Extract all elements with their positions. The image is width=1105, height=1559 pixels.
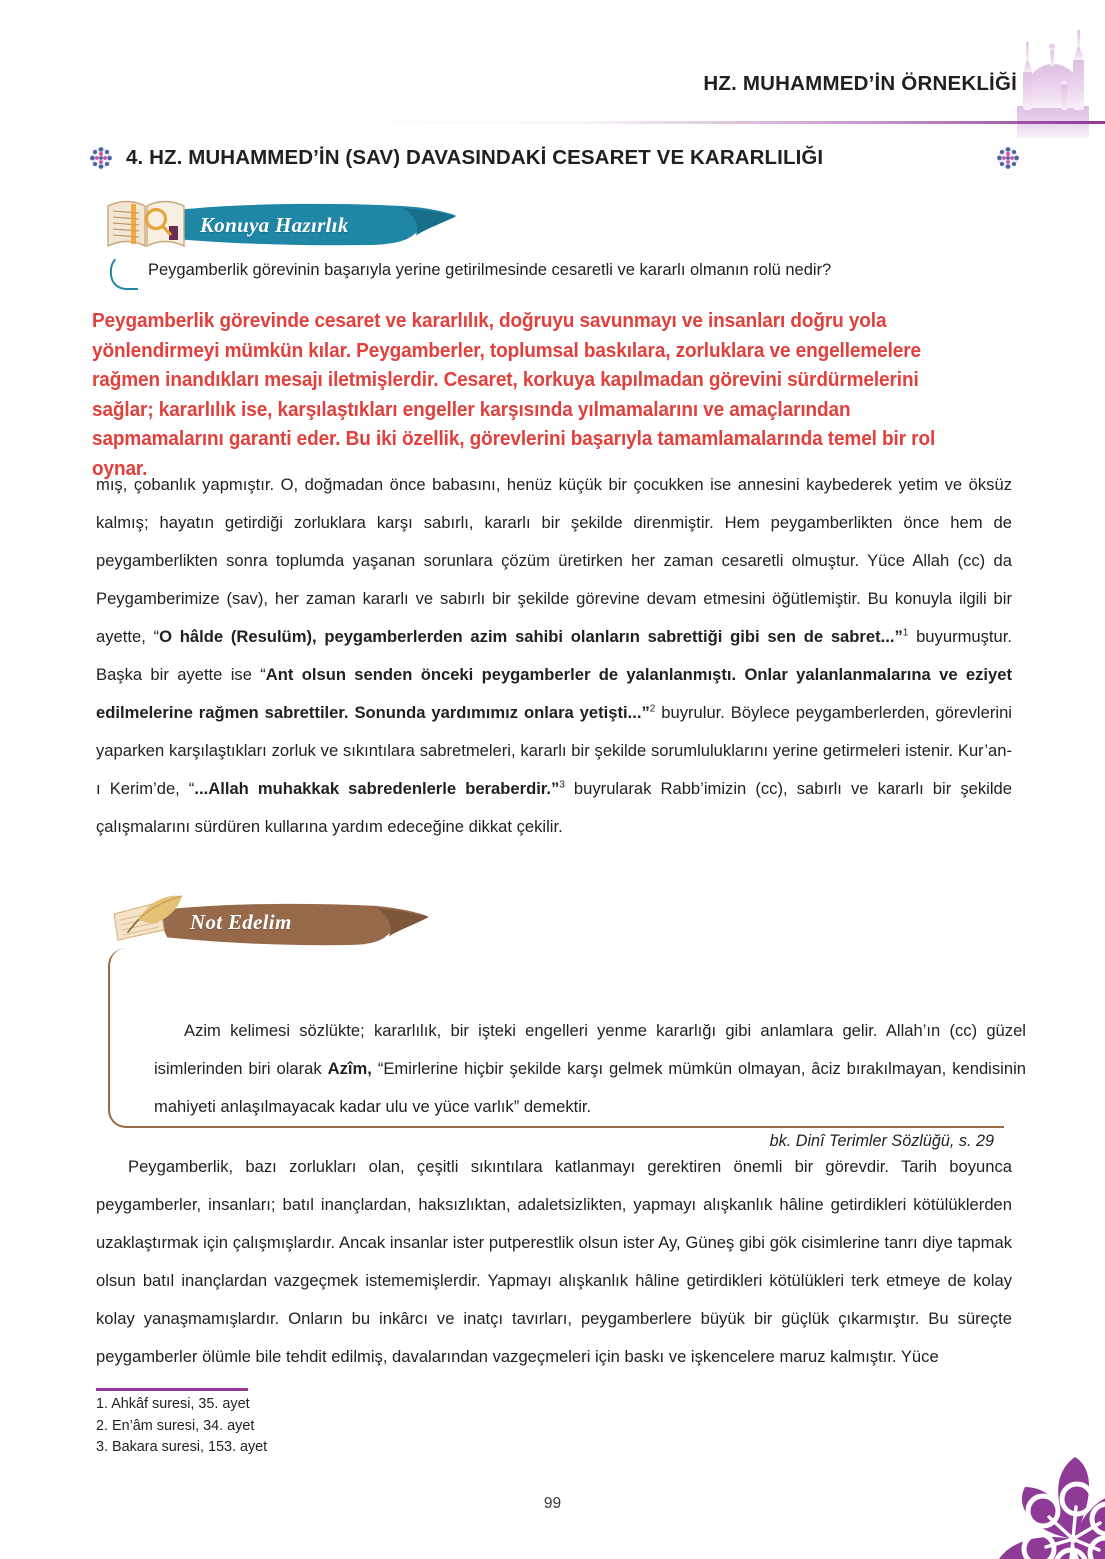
footnote-ref-2: 2 — [649, 703, 656, 715]
preparation-banner-label: Konuya Hazırlık — [200, 213, 349, 237]
body-run: mış, çobanlık yapmıştır. O, doğmadan önce babasını, henüz küçük bir çocukken ise annesini kaybederek yetim ve öksüz kalmış; hayatın getirdiği zorluklara karşı sabırlı, kararlı bir şekilde direnmiştir. Hem peygamberlikten önce hem de peygamberlikten sonra toplumda yaşanan sorunlara çözüm üretirken her zaman cesaretli olmuştur. Yüce Allah (cc) da Peygamberimize (sav), her zaman kararlı ve sabırlı bir şekilde görevine devam etmesini öğütlemiştir. Bu konuyla ilgili bir ayette, “ — [96, 475, 1012, 646]
student-answer-text: Peygamberlik görevinde cesaret ve kararlılık, doğruyu savunmayı ve insanları doğru yola yönlendirmeyi mümkün kılar. Peygamberler, toplumsal baskılara, zorluklara ve engellemelere rağmen inandıkları mesajı iletmişlerdir. Cesaret, korkuya kapılmadan görevini sürdürmelerini sağlar; kararlılık ise, karşılaştıkları engeller karşısında yılmamalarını ve amaçlarından sapmamalarını garanti eder. Bu iki özellik, görevlerini başarıyla tamamlamalarında temel bir rol oynar. — [92, 310, 936, 480]
quran-quote-3: ...Allah muhakkak sabredenlerle beraberdir. — [194, 779, 551, 798]
footnote-item: 1. Ahkâf suresi, 35. ayet — [96, 1396, 250, 1412]
footnote-ref-1: 1 — [902, 627, 909, 639]
note-block — [104, 896, 1026, 1150]
quote-close-1: ” — [894, 627, 903, 646]
note-source-citation: bk. Dinî Terimler Sözlüğü, s. 29 — [769, 1132, 994, 1150]
quran-quote-1: O hâlde (Resulüm), peygamberlerden azim sahibi olanların sabrettiği gibi sen de sabret... — [159, 627, 895, 646]
section-title: 4. HZ. MUHAMMED’İN (SAV) DAVASINDAKİ CESARET VE KARARLILIĞI — [126, 146, 824, 169]
page-number: 99 — [543, 1495, 562, 1512]
note-banner-label: Not Edelim — [190, 910, 292, 934]
footnote-ref-3: 3 — [559, 779, 565, 791]
footnote-list — [96, 1394, 267, 1459]
section-heading — [90, 141, 1019, 175]
preparation-question: Peygamberlik görevinin başarıyla yerine getirilmesinde cesaretli ve kararlı olmanın rolü nedir? — [148, 261, 832, 279]
preparation-banner — [104, 196, 1004, 254]
preparation-block — [104, 196, 1004, 290]
quote-close-3: ” — [550, 779, 560, 798]
quote-close-2: ” — [641, 703, 650, 722]
note-frame — [108, 948, 1026, 1150]
note-text — [154, 1012, 1026, 1126]
footnote-separator — [96, 1388, 248, 1391]
page-header — [0, 0, 1105, 128]
header-rule — [300, 121, 1105, 124]
footnote-item: 3. Bakara suresi, 153. ayet — [96, 1439, 268, 1455]
body-paragraph-2: Peygamberlik, bazı zorlukları olan, çeşitli sıkıntılara katlanmayı gerektiren önemli bir görevdir. Tarih boyunca peygamberler, insanları; batıl inançlardan, haksızlıktan, adaletsizlikten, yapmayı alışkanlık hâline getirdikleri kötülüklerden uzaklaştırmak için çalışmışlardır. Ancak insanlar ister putperestlik olsun ister Ay, Güneş gibi gök cisimlerine tanrı diye tapmak olsun batıl inançlardan vazgeçmek istememişlerdir. Yapmayı alışkanlık hâline getirdikleri kötülükleri terk etmeye de kolay kolay yanaşmamışlardır. Onların bu inkârcı ve inatçı tavırları, peygamberlere büyük bir güçlük çıkarmıştır. Bu süreçte peygamberler ölümle bile tehdit edilmiş, davalarından vazgeçmeleri için baskı ve işkencelere maruz kalmıştır. Yüce — [96, 1157, 1012, 1366]
note-banner — [104, 896, 1004, 948]
body-run: buyurmuştur. Başka bir ayette ise “ — [96, 627, 1012, 684]
preparation-frame — [110, 254, 138, 290]
quill-and-paper-icon — [108, 894, 194, 950]
quran-quote-2: Ant olsun senden önceki peygamberler de yalanlanmıştı. Onlar yalanlanmalarına ve eziyet edilmelerine rağmen sabrettiler. Sonunda yardımımız onlara yetişti... — [96, 665, 1012, 722]
rosette-icon — [90, 147, 112, 169]
note-run: “Emirlerine hiçbir şekilde karşı gelmek mümkün olmayan, âciz bırakılmayan, kendisinin mahiyeti anlaşılmayacak kadar ulu ve yüce varlık” demektir. — [154, 1059, 1026, 1116]
note-run: Azim kelimesi sözlükte; kararlılık, bir işteki engelleri yenme kararlığı gibi anlamlara gelir. Allah’ın (cc) güzel isimlerinden biri olarak — [154, 1021, 1026, 1078]
body-paragraph-1 — [96, 466, 1012, 846]
body-run: buyrulur. Böylece peygamberlerden, görevlerini yaparken karşılaştıkları zorluk ve sıkıntılara sabretmeleri, kararlı bir şekilde sorumluluklarını yerine getirmeleri istenir. Kur’an-ı Kerim’de, “ — [96, 703, 1012, 798]
open-book-magnifier-icon — [104, 196, 188, 252]
footnote-item: 2. En’âm suresi, 34. ayet — [96, 1417, 255, 1434]
floral-mandala-ornament — [977, 1435, 1105, 1559]
body-run: buyrularak Rabb’imizin (cc), sabırlı ve kararlı bir şekilde çalışmalarını sürdüren kullarına yardım edeceğine dikkat çekilir. — [96, 779, 1012, 836]
note-term: Azîm, — [327, 1059, 372, 1078]
page-title: HZ. MUHAMMED’İN ÖRNEKLİĞİ — [703, 72, 1017, 95]
rosette-icon — [997, 147, 1019, 169]
